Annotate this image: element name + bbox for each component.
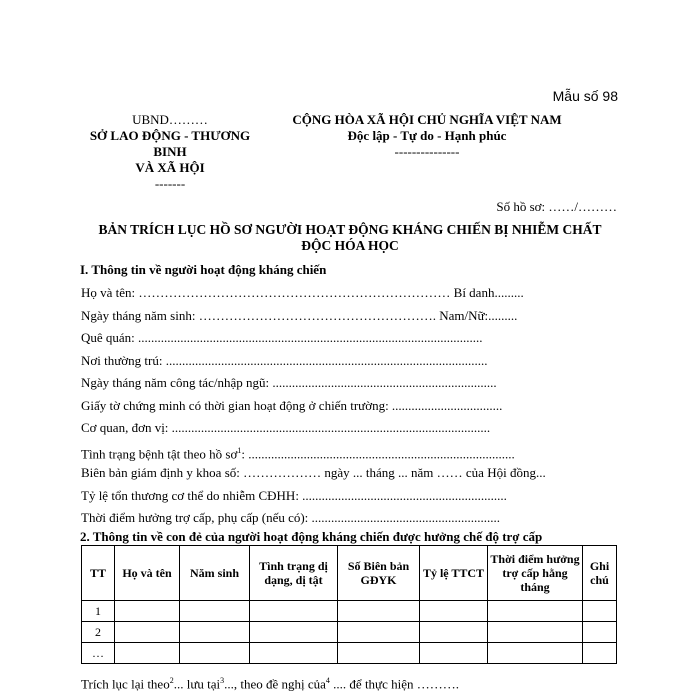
national-divider: --------------- (394, 144, 460, 159)
table-row (82, 622, 617, 643)
field-injury-rate: Tỷ lệ tổn thương cơ thể do nhiễm CĐHH: ............................................................... (81, 487, 507, 503)
footer-text-2: ... lưu tại (173, 676, 221, 692)
table-cell (115, 601, 180, 622)
table-cell (420, 601, 488, 622)
table-cell (180, 601, 250, 622)
col-header: Tỷ lệ TTCT (420, 546, 488, 601)
table-cell (583, 622, 617, 643)
agency-line-2: SỞ LAO ĐỘNG - THƯƠNG (89, 128, 251, 143)
field-hometown: Quê quán: .......................................................................................................... (81, 330, 483, 345)
disease-dots: : .................................................................................. (241, 445, 515, 461)
agency-line-3: BINH (153, 144, 187, 159)
table-cell (583, 643, 617, 664)
col-header: Họ và tên (115, 546, 180, 601)
field-allowance-date: Thời điểm hưởng trợ cấp, phụ cấp (nếu có): .......................................................... (81, 510, 501, 525)
col-header: Số Biên bản GĐYK (338, 546, 420, 601)
col-header: Ghi chú (583, 546, 617, 601)
table-cell (115, 622, 180, 643)
table-cell (250, 601, 338, 622)
extract-footer (81, 676, 459, 692)
field-disease (81, 440, 546, 463)
field-residence: Nơi thường trú: ................................................................................................... (81, 352, 488, 368)
field-enlist-date: Ngày tháng năm công tác/nhập ngũ: ..................................................................... (81, 375, 497, 390)
table-row (82, 601, 617, 622)
footer-text-3: ..., theo đề nghị của (224, 676, 326, 692)
col-header: Tình trạng dị dạng, dị tật (250, 546, 338, 601)
col-header: Thời điểm hưởng trợ cấp hằng tháng (488, 546, 583, 601)
person-info-fields (81, 282, 546, 530)
title-line-1: BẢN TRÍCH LỤC HỒ SƠ NGƯỜI HOẠT ĐỘNG KHÁNG CHIẾN BỊ NHIỄM CHẤT (98, 222, 602, 237)
table-cell (180, 622, 250, 643)
table-cell (250, 643, 338, 664)
table-cell: 1 (82, 601, 115, 622)
agency-line-1: UBND……… (132, 112, 208, 127)
table-cell: 2 (82, 622, 115, 643)
table-cell (420, 622, 488, 643)
table-cell (583, 601, 617, 622)
field-name: Họ và tên: ……………………………………………………………… Bí danh......... (81, 285, 524, 300)
table-cell (488, 643, 583, 664)
agency-line-4: VÀ XÃ HỘI (135, 160, 205, 175)
footer-text-1: Trích lục lại theo (81, 676, 170, 692)
footnote-2-marker: 2 (169, 676, 174, 685)
table-cell (250, 622, 338, 643)
footer-text-4: .... để thực hiện ………. (329, 676, 460, 692)
table-cell (338, 601, 420, 622)
title-line-2: ĐỘC HÓA HỌC (301, 238, 399, 253)
footnote-1-marker: 1 (237, 445, 242, 455)
national-header (272, 112, 582, 160)
table-cell (420, 643, 488, 664)
field-medical-report: Biên bản giám định y khoa số: ……………… ngày ... tháng ... năm …… của Hội đồng... (81, 465, 546, 480)
table-header-row (82, 546, 617, 601)
file-number: Số hồ sơ: ……/……… (496, 199, 617, 214)
col-header: TT (82, 546, 115, 601)
table-row (82, 643, 617, 664)
footnote-3-marker: 3 (220, 676, 225, 685)
issuing-agency-header (75, 112, 265, 192)
table-cell (488, 601, 583, 622)
table-cell: … (82, 643, 115, 664)
table-cell (115, 643, 180, 664)
national-motto: Độc lập - Tự do - Hạnh phúc (347, 128, 507, 143)
col-header: Năm sinh (180, 546, 250, 601)
field-dob: Ngày tháng năm sinh: ………………………………………………. Nam/Nữ:......... (81, 307, 518, 323)
table-cell (338, 643, 420, 664)
children-table (81, 545, 617, 664)
national-title: CỘNG HÒA XÃ HỘI CHỦ NGHĨA VIỆT NAM (292, 112, 562, 127)
field-proof: Giấy tờ chứng minh có thời gian hoạt động ở chiến trường: .................................. (81, 397, 503, 413)
agency-divider: ------- (154, 176, 186, 191)
form-number: Mẫu số 98 (552, 88, 618, 104)
section-2-title: 2. Thông tin về con đẻ của người hoạt động kháng chiến được hưởng chế độ trợ cấp (80, 529, 543, 544)
table-cell (180, 643, 250, 664)
table-cell (488, 622, 583, 643)
section-1-title: I. Thông tin về người hoạt động kháng chiến (80, 262, 327, 277)
document-title (80, 222, 620, 254)
footnote-4-marker: 4 (325, 676, 330, 685)
disease-label: Tình trạng bệnh tật theo hồ sơ (81, 445, 238, 461)
table-cell (338, 622, 420, 643)
field-unit: Cơ quan, đơn vị: .................................................................................................. (81, 420, 491, 435)
